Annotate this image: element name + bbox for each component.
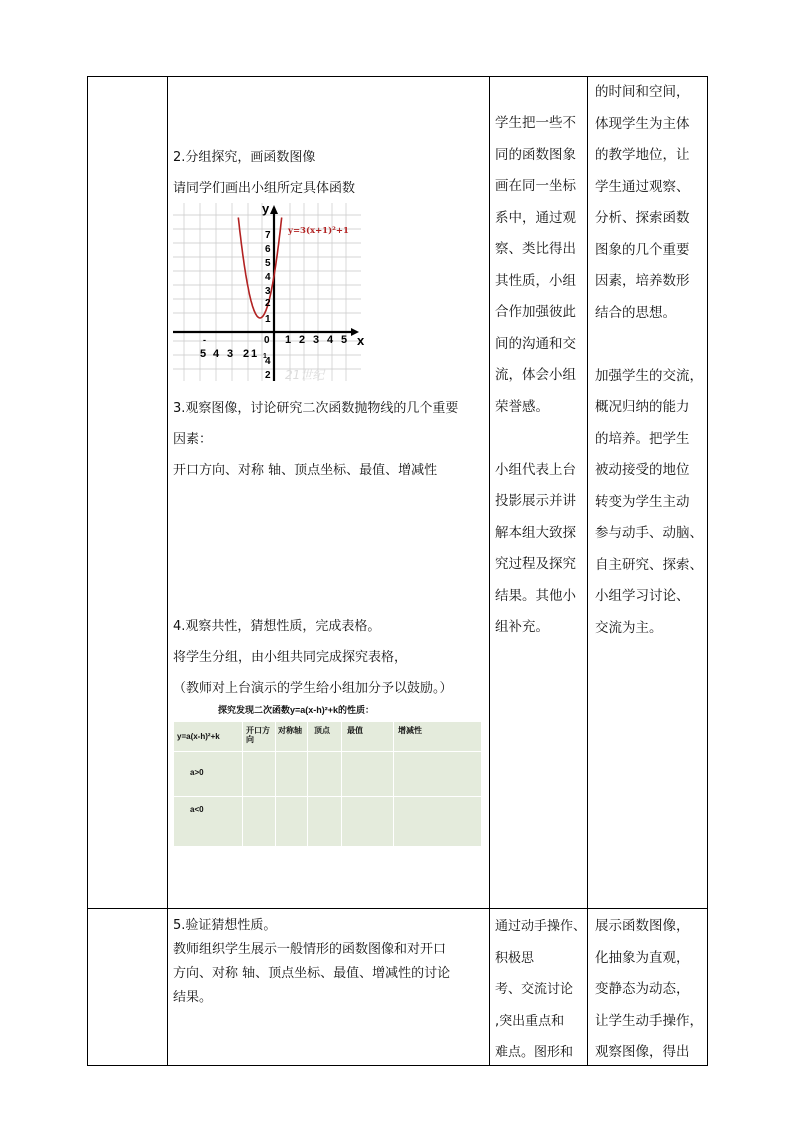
step-2-heading: 2.分组探究，画函数图像 [173, 150, 316, 165]
header-extremum: 最值 [347, 726, 363, 735]
x-tick-label: 5 [341, 334, 348, 346]
y-tick-labels [263, 230, 271, 381]
student-activity-1: 学生把一些不 同的函数图象 画在同一坐标 系中，通过观 察、类比得出 其性质，小组 合作加强彼此 间的沟通和交 流，体会小组 荣誉感。 小组代表上台 投影展示并讲 解本组大致探 究过程及探究 结果。其他小 组补充。 [495, 115, 576, 635]
table-grid-line [174, 796, 481, 797]
y-axis-arrow [270, 205, 278, 214]
x-tick-label: 2 [299, 334, 306, 346]
x-tick-label: 3 [227, 348, 234, 360]
step-4-note: （教师对上台演示的学生给小组加分予以鼓励。） [173, 681, 453, 696]
x-tick-label: 2 [243, 348, 250, 360]
inquiry-table-title: 探究发现二次函数y=a(x-h)²+k的性质： [218, 705, 375, 715]
step-4-heading: 4.观察共性，猜想性质，完成表格。 [173, 619, 381, 634]
x-tick-label: 1 [251, 348, 258, 360]
row-label-a-positive: a>0 [190, 768, 204, 777]
inquiry-table [174, 722, 481, 846]
y-tick-label: 1 [265, 314, 271, 325]
row-divider [87, 908, 708, 909]
y-axis-label: y [262, 201, 270, 216]
step-3-subheading: 因素： [173, 432, 213, 447]
column-divider-1 [167, 76, 168, 1066]
header-opening-direction: 开口方 向 [246, 726, 270, 744]
student-activity-2: 通过动手操作、 积极思 考、交流讨论 ,突出重点和 难点。图形和 [495, 919, 587, 1060]
table-right-border [707, 76, 708, 1066]
step-3-heading: 3.观察图像，讨论研究二次函数抛物线的几个重要 [173, 401, 459, 416]
x-tick-label: 4 [213, 348, 220, 360]
y-tick-label: 2 [265, 298, 271, 309]
table-grid-line [242, 722, 243, 846]
header-function: y=a(x-h)²+k [177, 732, 220, 741]
row-label-a-negative: a<0 [190, 805, 204, 814]
header-monotonicity: 增减性 [398, 726, 422, 735]
step-4-instruction: 将学生分组，由小组共同完成探究表格， [173, 650, 408, 665]
x-tick-label: 1 [285, 334, 292, 346]
table-grid-line [393, 722, 394, 846]
origin-label: 0 [264, 335, 270, 346]
column-divider-2 [489, 76, 490, 1066]
function-graph [173, 201, 365, 382]
x-tick-label: 5 [200, 348, 207, 360]
y-tick-label: 4 [265, 356, 271, 367]
y-tick-label: 6 [265, 244, 271, 255]
step-5-line-2: 方向、对称 轴、顶点坐标、最值、增减性的讨论 [173, 966, 451, 981]
table-left-border [87, 76, 88, 1066]
column-divider-3 [587, 76, 588, 1066]
table-grid-line [174, 751, 481, 752]
y-tick-label: 7 [265, 230, 271, 241]
step-3-factors: 开口方向、对称 轴、顶点坐标、最值、增减性 [173, 463, 438, 478]
design-intent-1: 的时间和空间， 体现学生为主体 的教学地位，让 学生通过观察、 分析、探索函数 图象的几个重要 因素，培养数形 结合的思想。 加强学生的交流， 概况归纳的能力 的培养。把学生 被动接受的地位 转变为学生主动 参与动手、动脑、 自主研究、探索、 小组学习讨论、 交流为主。 [595, 84, 703, 636]
watermark: 21世纪 [285, 368, 325, 382]
x-axis-label: x [357, 333, 365, 348]
header-vertex: 顶点 [314, 726, 330, 735]
parabola-curve [238, 218, 281, 319]
y-tick-label: 2 [265, 370, 271, 381]
y-tick-label: 3 [265, 286, 271, 297]
table-grid-line [275, 722, 276, 846]
x-neg-sign: - [203, 335, 206, 345]
x-tick-label: 4 [327, 334, 334, 346]
graph-equation: y=3(x+1)²+1 [288, 226, 349, 236]
y-tick-label: 5 [265, 258, 271, 269]
header-axis-of-symmetry: 对称轴 [278, 726, 302, 735]
table-grid-line [341, 722, 342, 846]
design-intent-2: 展示函数图像， 化抽象为直观， 变静态为动态， 让学生动手操作， 观察图像，得出 [595, 918, 703, 1060]
step-5-line-1: 教师组织学生展示一般情形的函数图像和对开口 [173, 942, 447, 957]
step-5-heading: 5.验证猜想性质。 [173, 918, 277, 933]
y-tick-label: 1 [263, 353, 267, 360]
step-5-line-3: 结果。 [173, 990, 213, 1005]
x-tick-label: 3 [313, 334, 320, 346]
y-tick-label: 4 [265, 272, 271, 283]
table-grid-line [307, 722, 308, 846]
step-2-instruction: 请同学们画出小组所定具体函数 [173, 181, 356, 196]
